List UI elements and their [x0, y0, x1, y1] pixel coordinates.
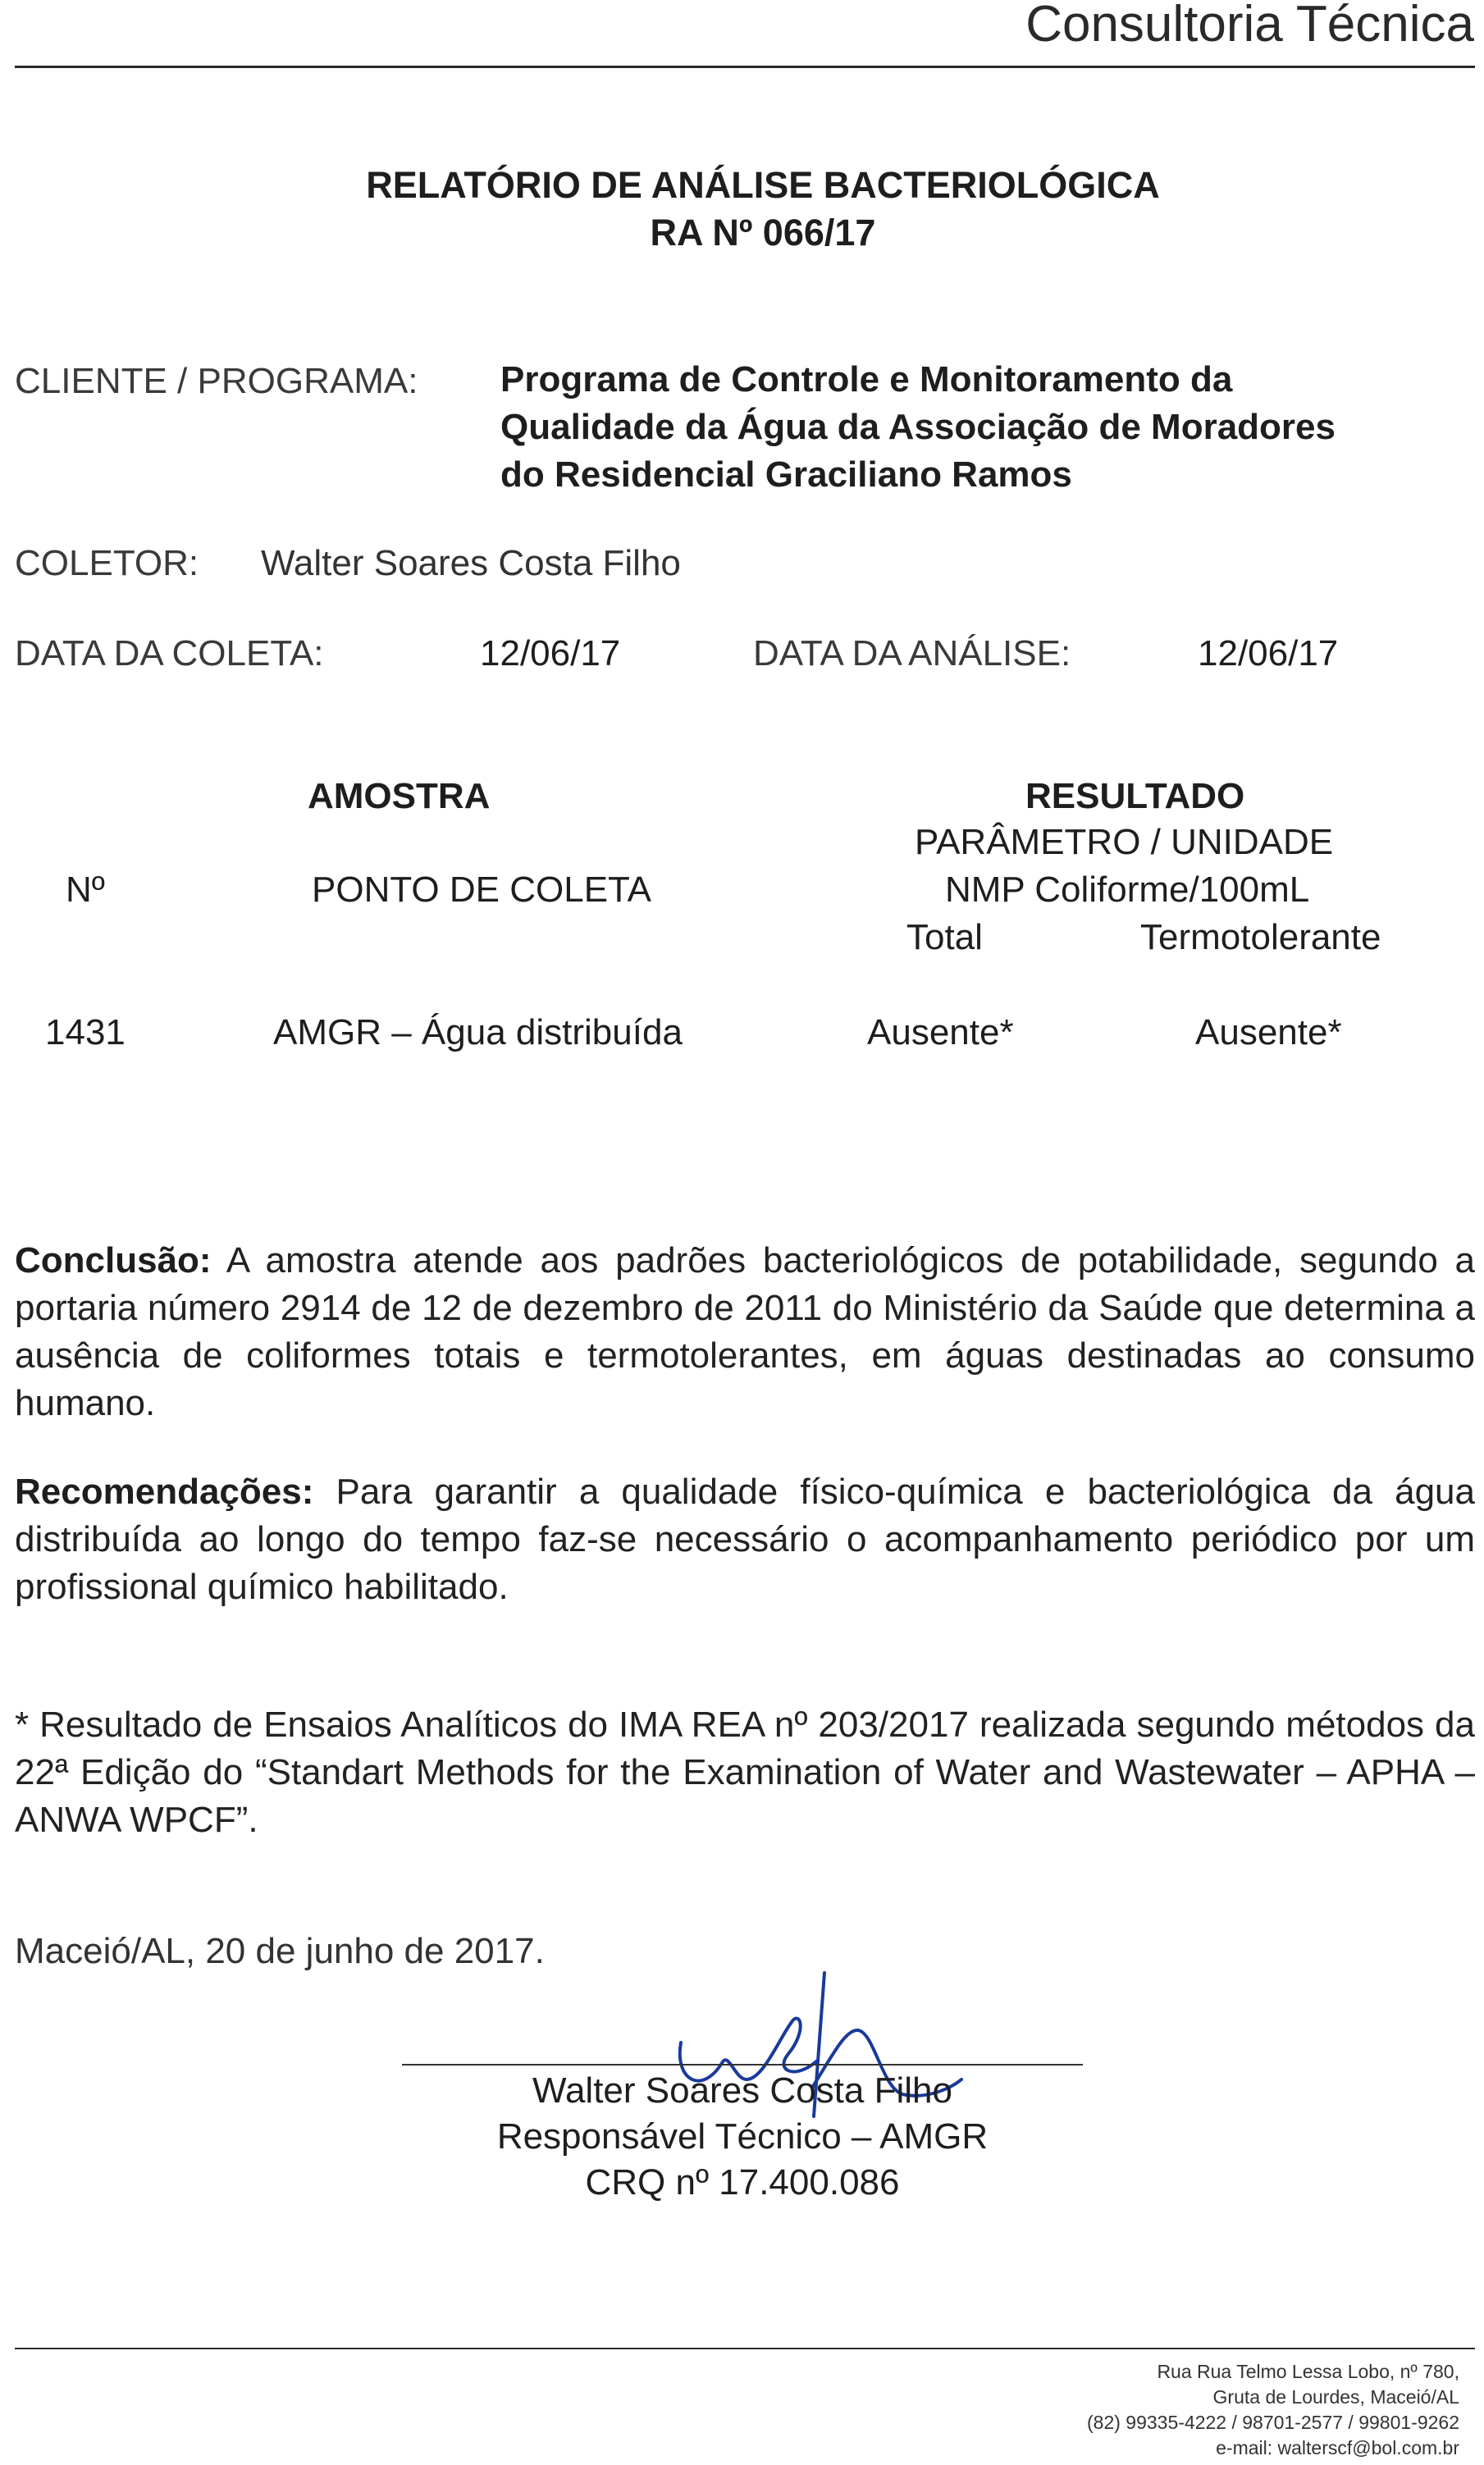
- footer-rule: [15, 2348, 1475, 2349]
- recommendations-paragraph: [15, 1468, 1475, 1611]
- contact-address-2: Gruta de Lourdes, Maceió/AL: [1212, 2386, 1459, 2408]
- signature-line: [402, 2064, 1083, 2066]
- conclusion-label: Conclusão:: [15, 1240, 212, 1280]
- result-header: RESULTADO: [1025, 776, 1245, 816]
- recommendations-text: Para garantir a qualidade físico-química e bacteriológica da água distribuída ao longo do tempo faz-se necessário o acompanhamento periódico por um profissional químico habilitado.: [15, 1472, 1475, 1607]
- total-header: Total: [906, 917, 983, 957]
- signatory-name: Walter Soares Costa Filho: [532, 2070, 952, 2111]
- analysis-date-label: DATA DA ANÁLISE:: [753, 633, 1071, 673]
- recommendations-label: Recomendações:: [15, 1472, 314, 1512]
- parameter-header: PARÂMETRO / UNIDADE: [915, 822, 1334, 862]
- conclusion-text: A amostra atende aos padrões bacteriológicos de potabilidade, segundo a portaria número 2914 de 12 de dezembro de 2011 do Ministério da Saúde que determina a ausência de coliformes totais e termotolerantes, em águas destinadas ao consumo humano.: [15, 1240, 1476, 1423]
- header-rule: [15, 66, 1475, 68]
- signatory-role: Responsável Técnico – AMGR: [496, 2116, 989, 2157]
- contact-phones: (82) 99335-4222 / 98701-2577 / 99801-9262: [1087, 2412, 1459, 2433]
- client-label: CLIENTE / PROGRAMA:: [15, 361, 418, 401]
- row-total: Ausente*: [867, 1012, 1014, 1052]
- contact-block: [885, 2359, 1459, 2461]
- collection-date-value: 12/06/17: [480, 633, 621, 673]
- thermo-header: Termotolerante: [1140, 917, 1381, 957]
- conclusion-paragraph: [15, 1237, 1475, 1427]
- report-number: RA Nº 066/17: [650, 212, 876, 253]
- analysis-date-value: 12/06/17: [1198, 633, 1339, 673]
- unit-header: NMP Coliforme/100mL: [945, 870, 1310, 910]
- number-header: Nº: [66, 870, 105, 910]
- place-date: Maceió/AL, 20 de junho de 2017.: [15, 1931, 545, 1971]
- brand-header: Consultoria Técnica: [1025, 0, 1474, 52]
- client-line-1: Programa de Controle e Monitoramento da: [500, 359, 1233, 399]
- report-title: RELATÓRIO DE ANÁLISE BACTERIOLÓGICA: [366, 164, 1160, 206]
- signatory-registration: CRQ nº 17.400.086: [585, 2162, 900, 2203]
- row-thermo: Ausente*: [1195, 1012, 1342, 1052]
- row-number: 1431: [45, 1012, 126, 1052]
- point-header: PONTO DE COLETA: [312, 870, 652, 910]
- collection-date-label: DATA DA COLETA:: [15, 633, 324, 673]
- collector-label: COLETOR:: [15, 543, 199, 583]
- client-line-3: do Residencial Graciliano Ramos: [500, 454, 1072, 495]
- collector-value: Walter Soares Costa Filho: [261, 543, 681, 583]
- footnote: * Resultado de Ensaios Analíticos do IMA REA nº 203/2017 realizada segundo métodos da 22ª Edição do “Standart Methods for the Examination of Water and Wastewater – APHA – ANWA WPCF”.: [15, 1705, 1475, 1840]
- row-point: AMGR – Água distribuída: [273, 1012, 683, 1052]
- sample-header: AMOSTRA: [308, 776, 491, 816]
- contact-address-1: Rua Rua Telmo Lessa Lobo, nº 780,: [1157, 2361, 1459, 2382]
- contact-email: e-mail: walterscf@bol.com.br: [1216, 2437, 1459, 2458]
- client-line-2: Qualidade da Água da Associação de Moradores: [500, 407, 1336, 447]
